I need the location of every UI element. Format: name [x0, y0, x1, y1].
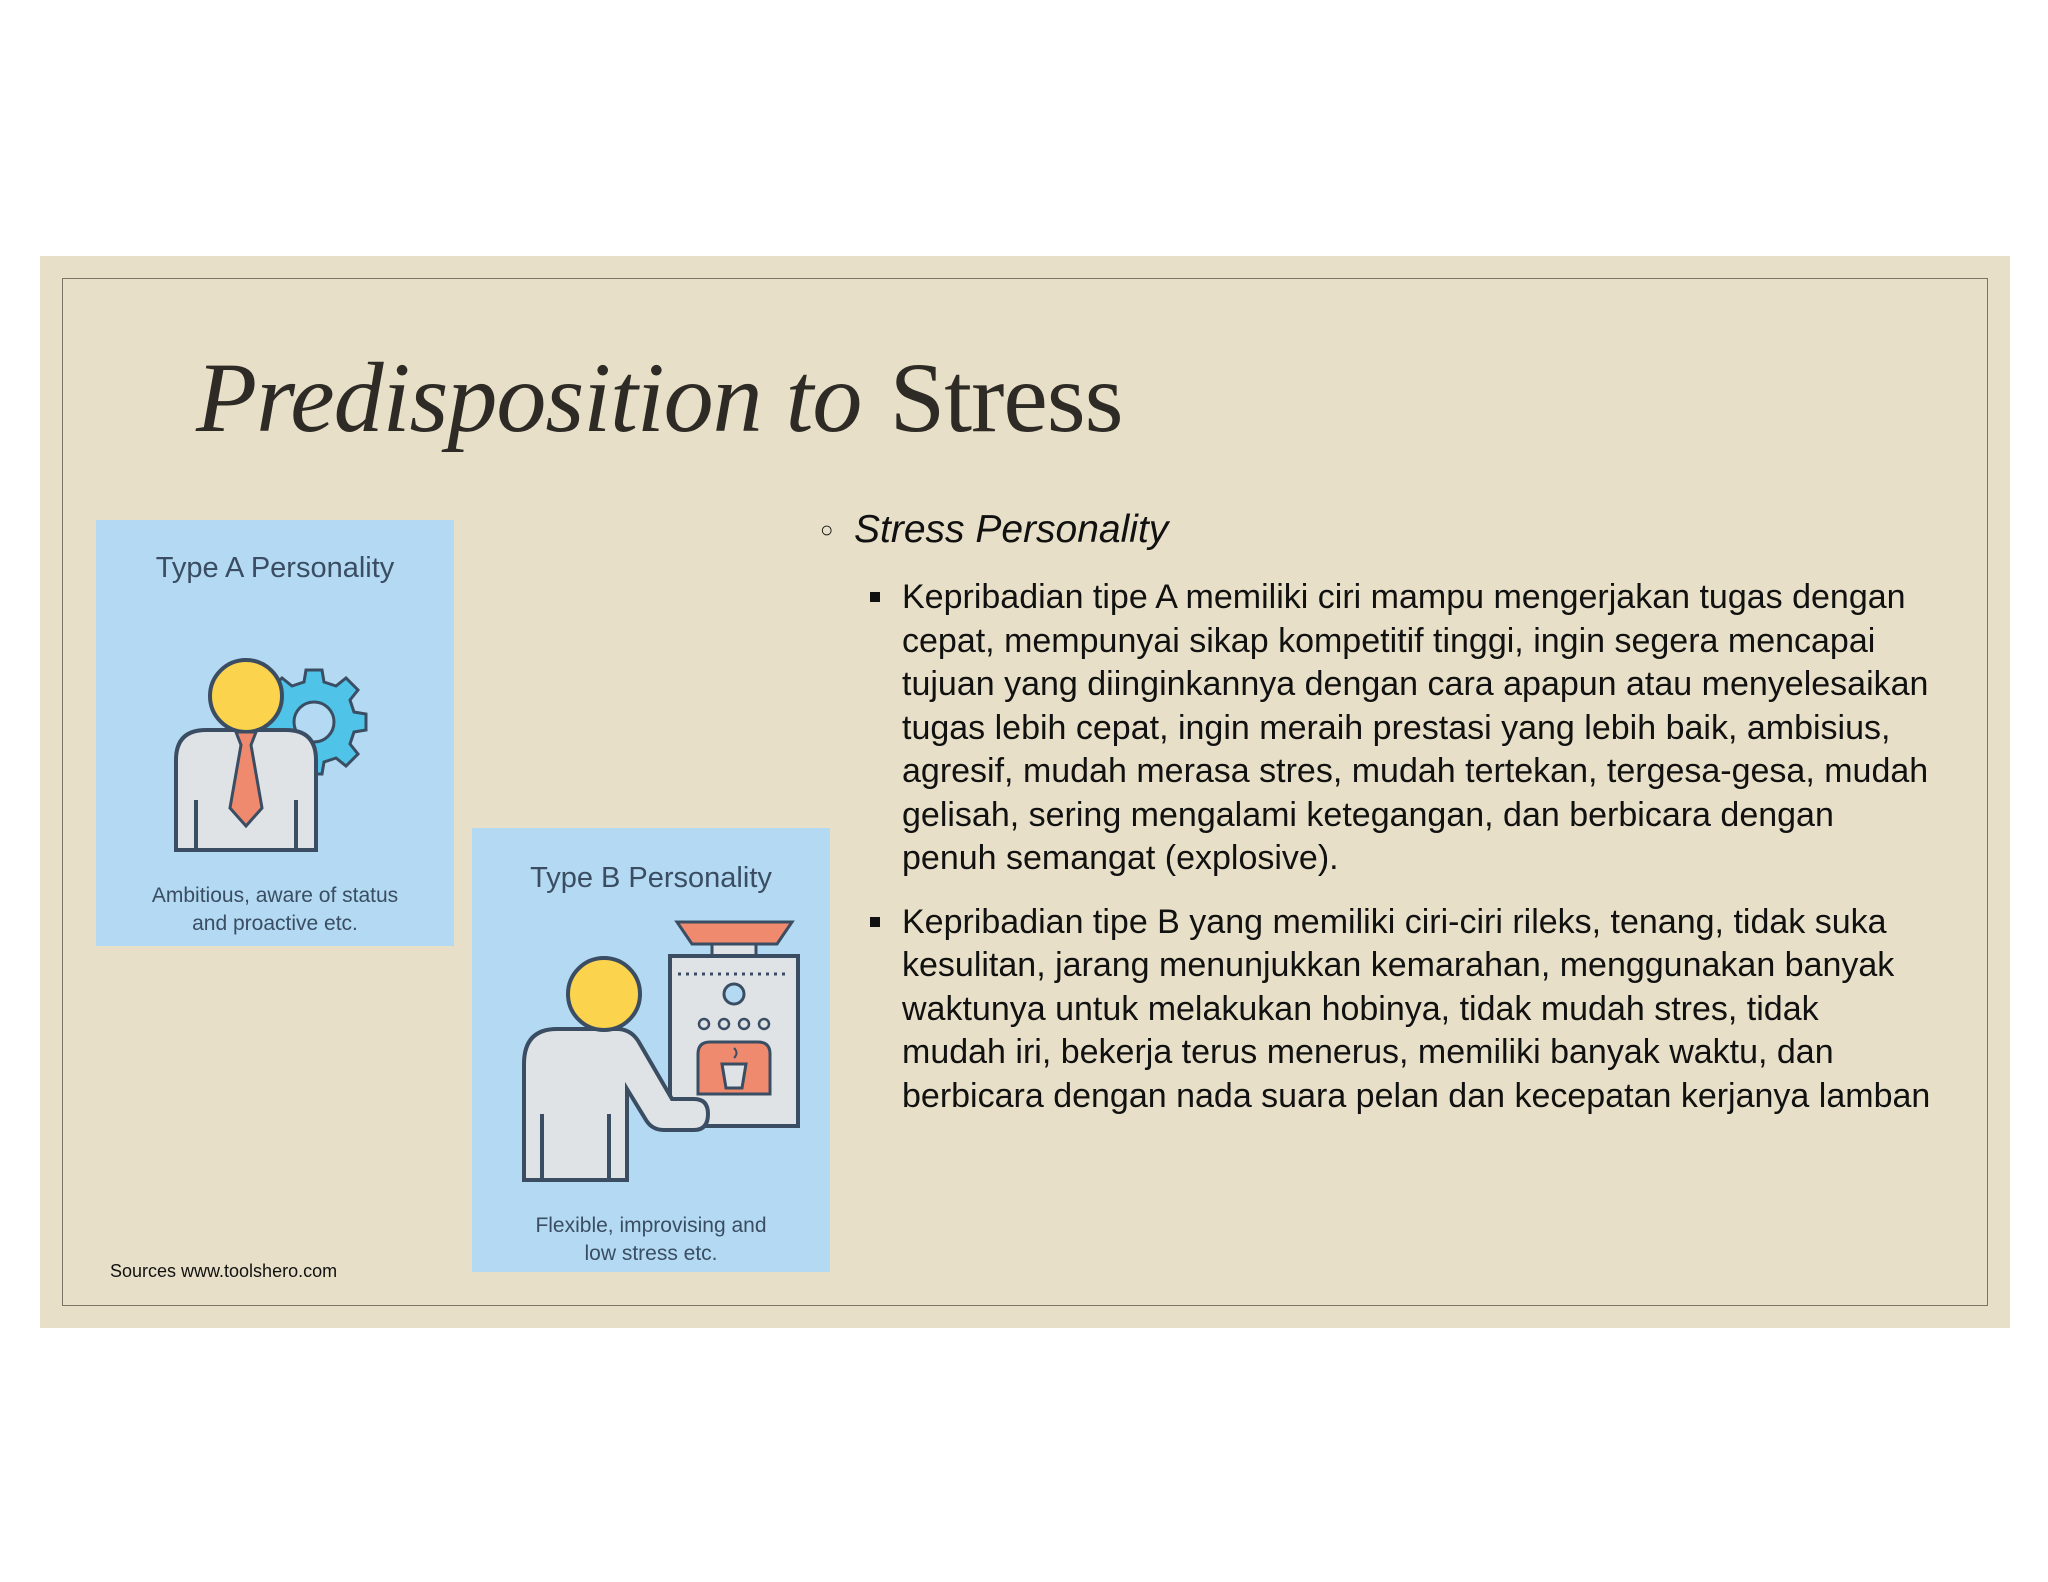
- bullet-type-b-text: Kepribadian tipe B yang memiliki ciri-ciri rileks, tenang, tidak suka kesulitan, jarang menunjukkan kemarahan, menggunakan banyak waktunya untuk melakukan hobinya, tidak mudah stres, tidak mudah iri, bekerja terus menerus, memiliki banyak waktu, dan berbicara dengan nada suara pelan dan kecepatan kerjanya lamban: [902, 902, 1931, 1115]
- slide-title: [196, 340, 1123, 455]
- heading-stress-personality: [820, 508, 1940, 552]
- type-a-caption-line1: Ambitious, aware of status: [151, 884, 399, 907]
- type-a-title: Type A Personality: [155, 552, 395, 584]
- circle-bullet-icon: ○: [820, 517, 834, 542]
- type-a-illustration: [96, 630, 454, 870]
- type-b-caption-line1: Flexible, improvising and: [535, 1214, 767, 1237]
- type-b-caption-line2: low stress etc.: [584, 1242, 718, 1265]
- title-regular-part: Stress: [889, 342, 1123, 453]
- type-a-caption-line2: and proactive etc.: [192, 912, 358, 935]
- heading-text: Stress Personality: [854, 508, 1169, 551]
- bullet-type-a-text: Kepribadian tipe A memiliki ciri mampu mengerjakan tugas dengan cepat, mempunyai sikap kompetitif tinggi, ingin segera mencapai tujuan yang diinginkannya dengan cara apapun atau menyelesaikan tugas lebih cepat, ingin meraih prestasi yang lebih baik, ambisius, agresif, mudah merasa stres, mudah tertekan, tergesa-gesa, mudah gelisah, sering mengalami ketegangan, dan berbicara dengan penuh semangat (explosive).: [902, 578, 1929, 877]
- type-b-caption: [472, 1212, 830, 1268]
- source-credit: Sources www.toolshero.com: [110, 1261, 338, 1281]
- type-b-illustration: [472, 914, 830, 1194]
- bullet-type-a: [870, 576, 1940, 881]
- bullet-type-b: [870, 901, 1940, 1119]
- title-italic-part: Predisposition to: [196, 342, 862, 453]
- type-a-caption: [96, 882, 454, 938]
- type-a-card: [96, 520, 454, 946]
- coffee-machine-icon: [670, 922, 798, 1126]
- type-b-card: [472, 828, 830, 1272]
- type-b-title: Type B Personality: [530, 862, 772, 894]
- square-bullet-icon: [870, 592, 880, 602]
- content-area: [820, 508, 1940, 1138]
- square-bullet-icon: [870, 917, 880, 927]
